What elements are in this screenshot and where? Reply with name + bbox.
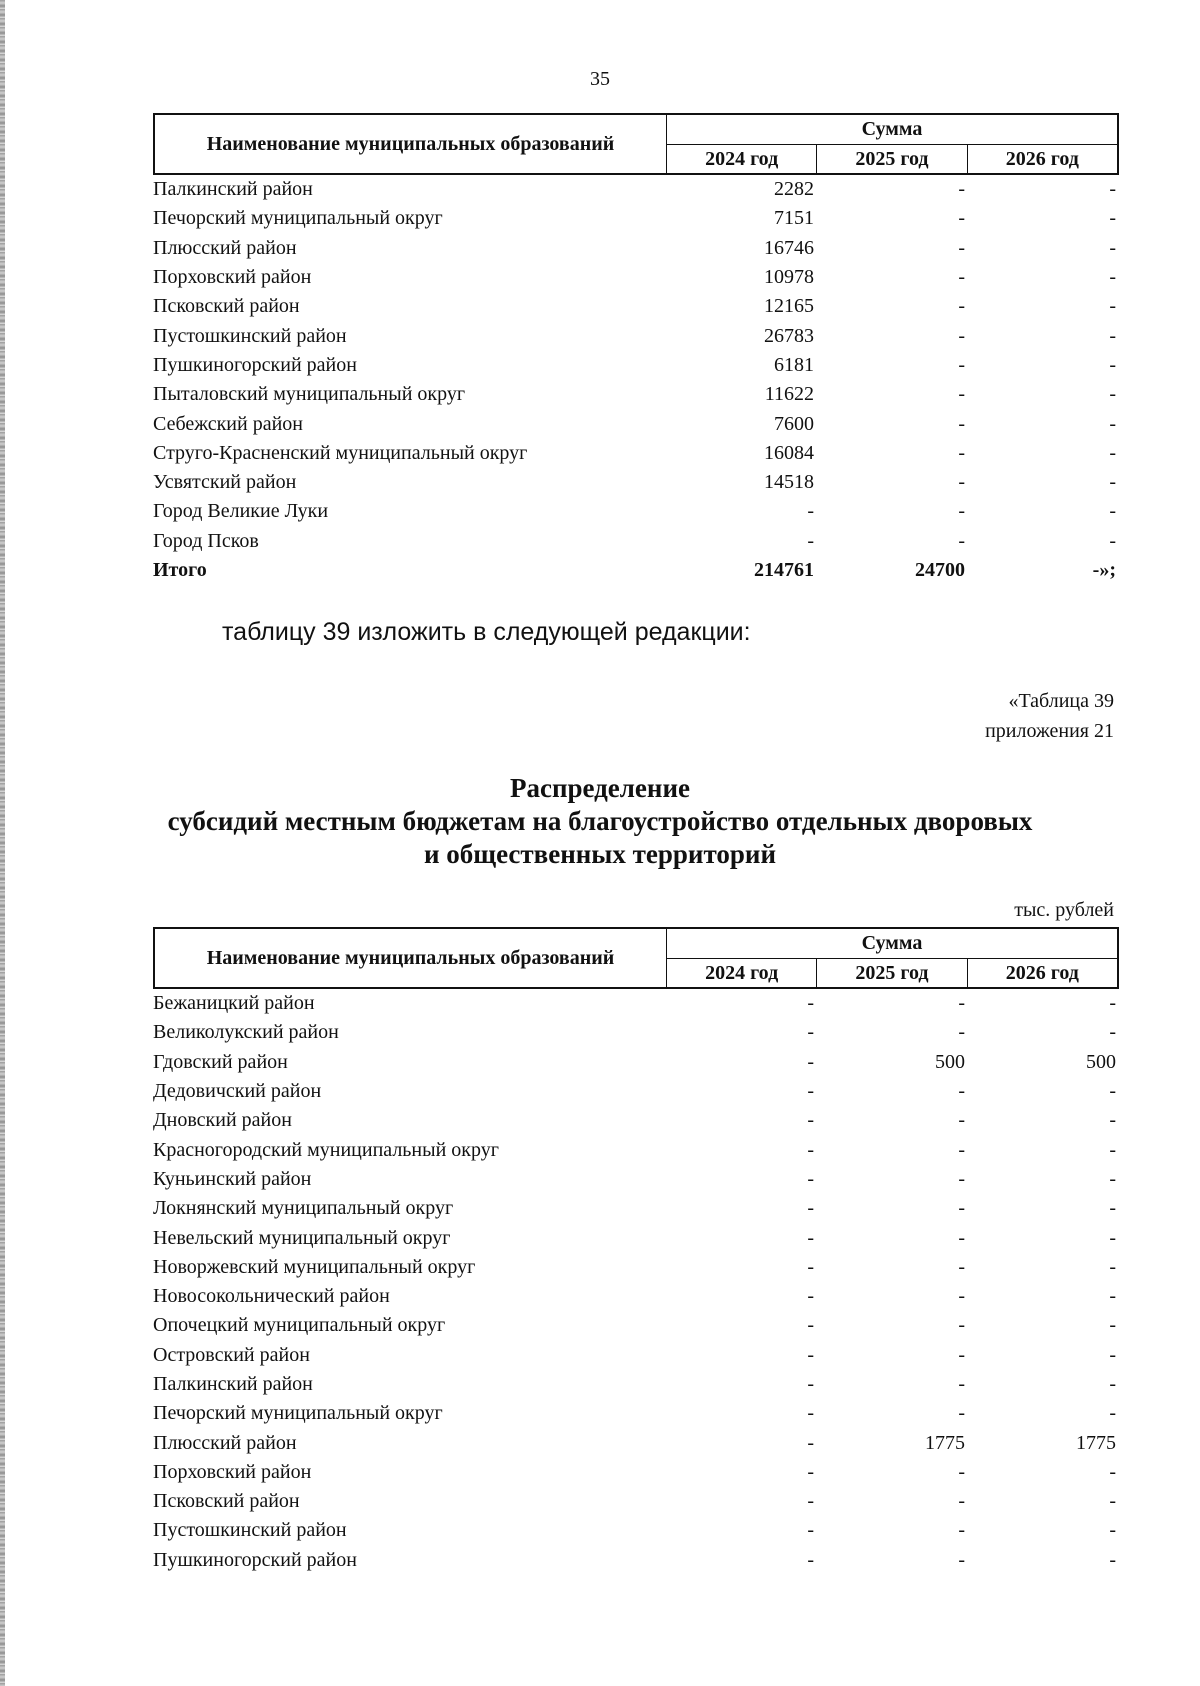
value-2026: -	[1109, 1285, 1116, 1308]
row-name: Куньинский район	[153, 1167, 312, 1190]
value-2026: -	[1109, 324, 1116, 347]
value-2026: -	[1109, 992, 1116, 1015]
value-2025: -	[958, 1109, 965, 1132]
document-title	[0, 772, 1200, 871]
table-row	[153, 1370, 1119, 1399]
value-2025: -	[958, 1314, 965, 1337]
value-2025: -	[958, 1197, 965, 1220]
value-2024: -	[807, 1548, 814, 1571]
value-2024: -	[807, 1109, 814, 1132]
value-2024: -	[807, 992, 814, 1015]
value-2026: 1775	[1076, 1431, 1116, 1454]
table-2-header	[153, 927, 1119, 989]
header-sum-title: Сумма	[667, 115, 1117, 145]
value-2024: -	[807, 500, 814, 523]
value-2026: 500	[1086, 1050, 1116, 1073]
value-2025: -	[958, 1490, 965, 1513]
table-row	[153, 351, 1119, 380]
row-name: Гдовский район	[153, 1050, 288, 1073]
table-row	[153, 1487, 1119, 1516]
value-2026: -	[1109, 1138, 1116, 1161]
table-row	[153, 1194, 1119, 1223]
value-2026: -	[1109, 383, 1116, 406]
row-name: Пушкиногорский район	[153, 1548, 357, 1571]
value-2024: 7600	[774, 412, 814, 435]
value-2026: -	[1109, 1080, 1116, 1103]
row-name: Город Великие Луки	[153, 500, 329, 523]
value-2026: -	[1109, 1343, 1116, 1366]
row-name: Локнянский муниципальный округ	[153, 1197, 454, 1220]
value-2026: -	[1109, 1109, 1116, 1132]
total-2025: 24700	[915, 559, 965, 581]
value-2024: 6181	[774, 353, 814, 376]
value-2026: -	[1109, 1314, 1116, 1337]
total-2024: 214761	[754, 559, 814, 581]
header-year-2025: 2025 год	[817, 959, 967, 987]
value-2025: -	[958, 1373, 965, 1395]
value-2024: 2282	[774, 178, 814, 201]
table-1-body	[153, 175, 1119, 556]
row-name: Красногородский муниципальный округ	[153, 1138, 499, 1161]
header-year-2026: 2026 год	[1005, 147, 1079, 170]
value-2024: -	[807, 529, 814, 552]
header-name-col: Наименование муниципальных образований	[155, 929, 667, 987]
table-1-header	[153, 113, 1119, 175]
table-row	[153, 409, 1119, 438]
value-2026: -	[1109, 1519, 1116, 1542]
value-2024: -	[807, 1255, 814, 1278]
table-row	[153, 497, 1119, 526]
value-2024: -	[807, 1080, 814, 1103]
header-name-col: Наименование муниципальных образований	[155, 115, 667, 173]
value-2026: -	[1109, 1255, 1116, 1278]
row-name: Плюсский район	[153, 236, 297, 259]
value-2024: -	[807, 1519, 814, 1542]
table-row	[153, 1311, 1119, 1340]
table-row	[153, 989, 1119, 1018]
table-reference	[985, 686, 1114, 746]
header-sum-group	[667, 115, 1117, 173]
row-name: Великолукский район	[153, 1021, 339, 1044]
value-2025: -	[958, 1548, 965, 1571]
row-name: Плюсский район	[153, 1431, 297, 1454]
table-row	[153, 1341, 1119, 1370]
row-name: Порховский район	[153, 1460, 312, 1483]
header-years	[667, 145, 1117, 173]
table-row	[153, 175, 1119, 204]
table-row	[153, 1018, 1119, 1047]
value-2025: -	[958, 1080, 965, 1103]
table-row	[153, 1048, 1119, 1077]
table-row	[153, 263, 1119, 292]
value-2025: -	[958, 412, 965, 435]
row-name: Печорский муниципальный округ	[153, 207, 443, 230]
row-name: Струго-Красненский муниципальный округ	[153, 441, 528, 464]
value-2026: -	[1109, 266, 1116, 289]
value-2025: -	[958, 1402, 965, 1425]
title-line-3: и общественных территорий	[423, 839, 777, 869]
table-row	[153, 1106, 1119, 1135]
value-2026: -	[1109, 1226, 1116, 1249]
table-row	[153, 1077, 1119, 1106]
value-2025: -	[958, 529, 965, 552]
table-row	[153, 1546, 1119, 1575]
value-2024: 16746	[764, 236, 814, 259]
value-2024: 14518	[764, 471, 814, 494]
row-name: Псковский район	[153, 1490, 300, 1513]
value-2026: -	[1109, 500, 1116, 523]
table-2-body	[153, 989, 1119, 1575]
row-name: Дедовичский район	[153, 1080, 322, 1103]
title-line-1: Распределение	[509, 773, 691, 803]
value-2026: -	[1109, 529, 1116, 552]
value-2024: 7151	[774, 207, 814, 230]
header-year-2025: 2025 год	[817, 145, 967, 173]
value-2025: -	[958, 441, 965, 464]
table-2	[153, 927, 1119, 1575]
table-row	[153, 1223, 1119, 1252]
title-line-2: субсидий местным бюджетам на благоустройство отдельных дворовых	[167, 806, 1033, 836]
value-2024: -	[807, 1226, 814, 1249]
row-name: Новоржевский муниципальный округ	[153, 1255, 476, 1278]
value-2024: -	[807, 1167, 814, 1190]
header-year-2024: 2024 год	[667, 145, 817, 173]
header-year-2026: 2026 год	[1005, 961, 1079, 984]
row-name: Усвятский район	[153, 471, 297, 494]
value-2025: -	[958, 1255, 965, 1278]
value-2025: -	[958, 324, 965, 347]
value-2025: -	[958, 295, 965, 318]
value-2026: -	[1109, 295, 1116, 318]
value-2025: -	[958, 471, 965, 494]
table-row	[153, 439, 1119, 468]
table-row	[153, 234, 1119, 263]
value-2025: -	[958, 236, 965, 259]
row-name: Невельский муниципальный округ	[153, 1226, 451, 1249]
value-2025: -	[958, 383, 965, 406]
table-row	[153, 204, 1119, 233]
row-name: Пустошкинский район	[153, 1519, 347, 1542]
table-row	[153, 1253, 1119, 1282]
row-name: Бежаницкий район	[153, 992, 315, 1015]
value-2024: -	[807, 1050, 814, 1073]
value-2026: -	[1109, 1373, 1116, 1395]
total-label: Итого	[153, 559, 207, 581]
units-label: тыс. рублей	[1014, 899, 1114, 921]
value-2026: -	[1109, 1197, 1116, 1220]
table-row	[153, 321, 1119, 350]
page-number: 35	[590, 68, 610, 90]
table-1-total-row	[153, 556, 1119, 585]
row-name: Палкинский район	[153, 1373, 313, 1395]
table-row	[153, 1282, 1119, 1311]
table-1	[153, 113, 1119, 585]
value-2025: -	[958, 178, 965, 201]
table-ref-line-2: приложения 21	[985, 720, 1114, 742]
value-2025: -	[958, 353, 965, 376]
value-2025: 500	[935, 1050, 965, 1073]
row-name: Печорский муниципальный округ	[153, 1402, 443, 1425]
value-2025: -	[958, 992, 965, 1015]
table-row	[153, 1516, 1119, 1545]
value-2024: -	[807, 1197, 814, 1220]
value-2026: -	[1109, 1021, 1116, 1044]
value-2026: -	[1109, 1460, 1116, 1483]
value-2024: -	[807, 1402, 814, 1425]
table-row	[153, 1428, 1119, 1457]
row-name: Островский район	[153, 1343, 310, 1366]
row-name: Пыталовский муниципальный округ	[153, 383, 466, 406]
row-name: Дновский район	[153, 1109, 292, 1132]
value-2025: -	[958, 266, 965, 289]
value-2025: -	[958, 500, 965, 523]
table-row	[153, 468, 1119, 497]
value-2025: -	[958, 1460, 965, 1483]
table-row	[153, 1135, 1119, 1164]
value-2025: -	[958, 1167, 965, 1190]
header-sum-group	[667, 929, 1117, 987]
table-ref-line-1: «Таблица 39	[1008, 690, 1114, 712]
value-2024: -	[807, 1138, 814, 1161]
value-2024: -	[807, 1431, 814, 1454]
value-2024: 16084	[764, 441, 814, 464]
row-name: Новосокольнический район	[153, 1285, 390, 1308]
table-row	[153, 380, 1119, 409]
value-2025: -	[958, 1021, 965, 1044]
value-2024: -	[807, 1490, 814, 1513]
row-name: Порховский район	[153, 266, 312, 289]
value-2024: -	[807, 1343, 814, 1366]
value-2024: 26783	[764, 324, 814, 347]
table-row	[153, 292, 1119, 321]
value-2025: 1775	[925, 1431, 965, 1454]
value-2025: -	[958, 1519, 965, 1542]
row-name: Псковский район	[153, 295, 300, 318]
table-row	[153, 1458, 1119, 1487]
value-2025: -	[958, 207, 965, 230]
value-2026: -	[1109, 353, 1116, 376]
row-name: Город Псков	[153, 529, 259, 552]
value-2025: -	[958, 1285, 965, 1308]
value-2026: -	[1109, 1548, 1116, 1571]
value-2024: 10978	[764, 266, 814, 289]
row-name: Пустошкинский район	[153, 324, 347, 347]
value-2026: -	[1109, 1402, 1116, 1425]
value-2024: -	[807, 1460, 814, 1483]
total-2026: -»;	[1092, 559, 1116, 581]
value-2026: -	[1109, 471, 1116, 494]
value-2026: -	[1109, 1167, 1116, 1190]
value-2025: -	[958, 1343, 965, 1366]
instruction-text: таблицу 39 изложить в следующей редакции:	[222, 618, 751, 646]
header-years	[667, 959, 1117, 987]
value-2026: -	[1109, 412, 1116, 435]
value-2024: -	[807, 1314, 814, 1337]
value-2025: -	[958, 1226, 965, 1249]
table-row	[153, 527, 1119, 556]
row-name: Пушкиногорский район	[153, 353, 357, 376]
row-name: Опочецкий муниципальный округ	[153, 1314, 446, 1337]
value-2024: 12165	[764, 295, 814, 318]
value-2024: -	[807, 1285, 814, 1308]
table-row	[153, 1399, 1119, 1428]
value-2024: -	[807, 1021, 814, 1044]
row-name: Себежский район	[153, 412, 303, 435]
header-year-2024: 2024 год	[667, 959, 817, 987]
value-2025: -	[958, 1138, 965, 1161]
row-name: Палкинский район	[153, 178, 313, 201]
header-sum-title: Сумма	[667, 929, 1117, 959]
value-2026: -	[1109, 236, 1116, 259]
value-2026: -	[1109, 441, 1116, 464]
value-2024: 11622	[764, 383, 814, 406]
value-2026: -	[1109, 178, 1116, 201]
table-row	[153, 1165, 1119, 1194]
value-2026: -	[1109, 207, 1116, 230]
value-2026: -	[1109, 1490, 1116, 1513]
value-2024: -	[807, 1373, 814, 1395]
